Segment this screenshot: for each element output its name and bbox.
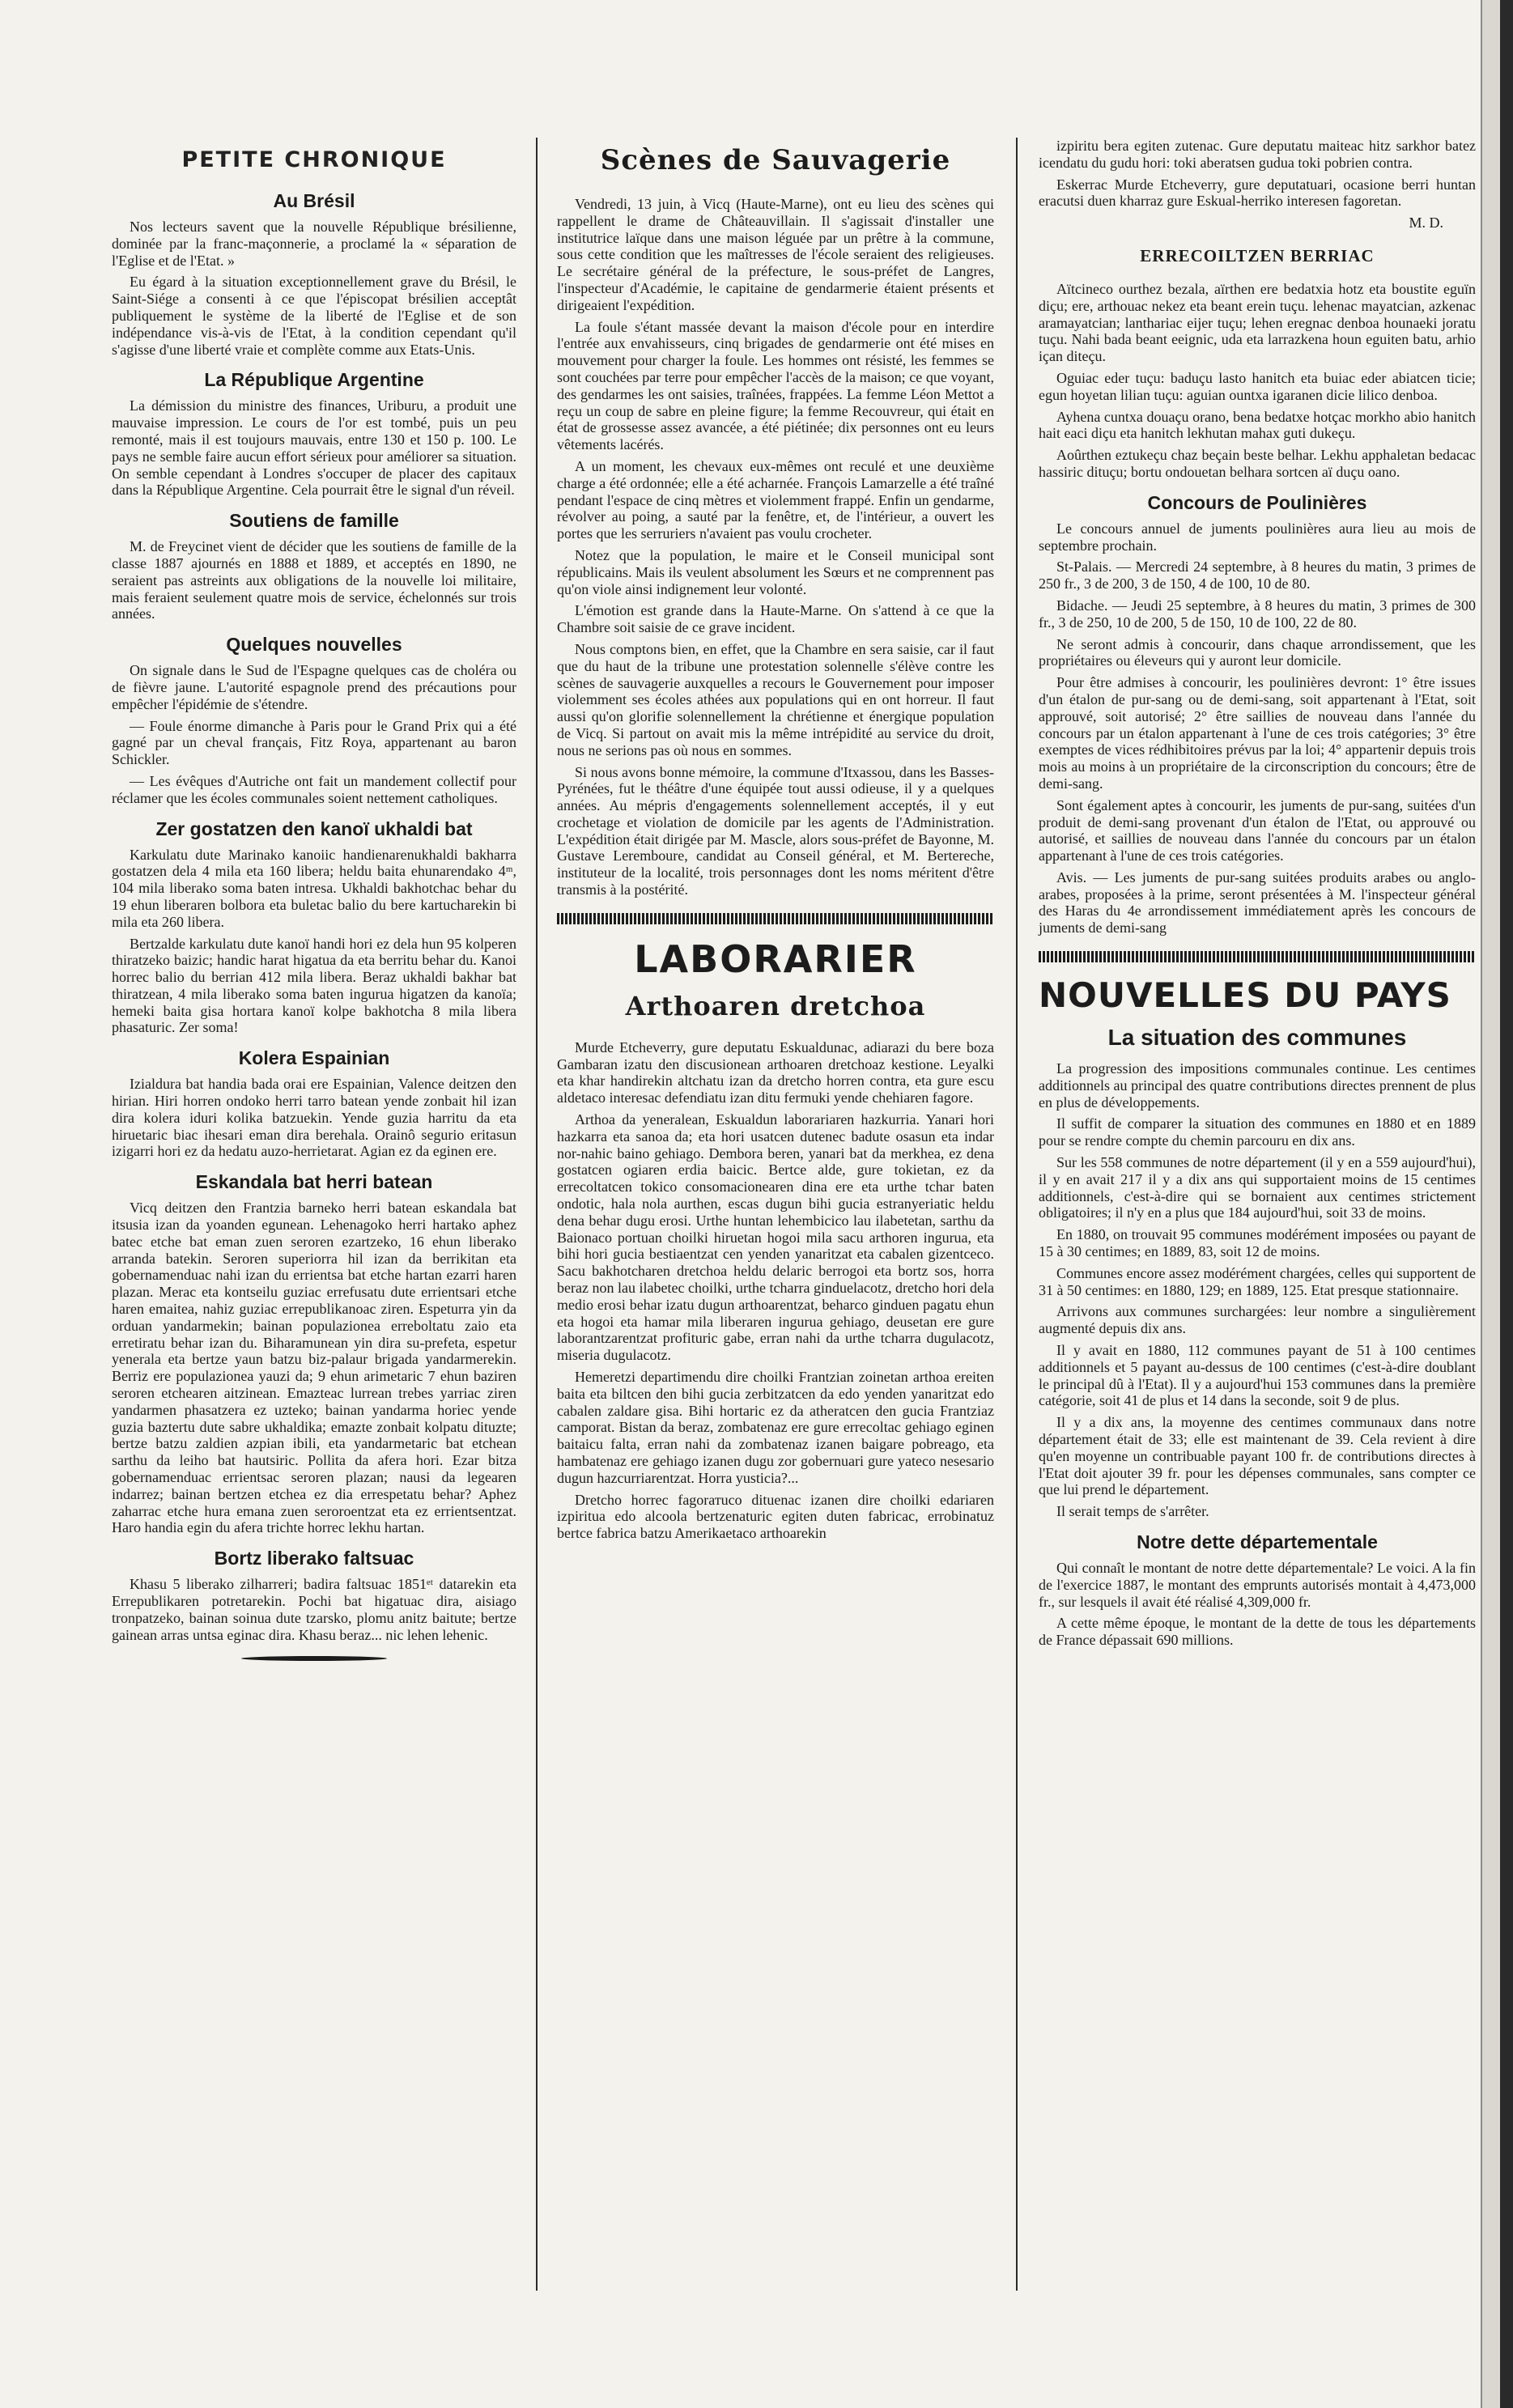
section-heading: Eskandala bat herri batean bbox=[195, 1171, 433, 1193]
paragraph: L'émotion est grande dans la Haute-Marne. On s'attend à ce que la Chambre soit saisie de ce grave incident. bbox=[557, 602, 994, 636]
section-heading: Kolera Espainian bbox=[238, 1047, 390, 1069]
paragraph: Notez que la population, le maire et le Conseil municipal sont républicains. Mais ils veulent absolument les Sœurs et ne comprennent pas qu'on viole ainsi indignement leur volonté. bbox=[557, 546, 994, 597]
concours-article bbox=[1039, 520, 1476, 936]
paragraph: Il serait temps de s'arrêter. bbox=[1056, 1503, 1209, 1520]
chronique-sections bbox=[112, 190, 516, 1643]
ornamental-divider bbox=[1039, 951, 1476, 962]
paragraph: St-Palais. — Mercredi 24 septembre, à 8 heures du matin, 3 primes de 250 fr., 3 de 200, 3 de 150, 4 de 100, 10 de 80. bbox=[1039, 558, 1476, 592]
errecoiltzen-header: ERRECOILTZEN BERRIAC bbox=[1140, 245, 1375, 265]
paragraph: Il y a dix ans, la moyenne des centimes communaux dans notre département était de 33; elle est maintenant de 39. Cela revient à dire qu'en moyenne un contribuable payant 100 fr. de contributions directes à l'Etat doit ajouter 39 fr. pour les dépenses communales, sans compter ce que lui prend le département. bbox=[1039, 1414, 1476, 1498]
paragraph: — Les évêques d'Autriche ont fait un mandement collectif pour réclamer que les écoles communales soient nettement catholiques. bbox=[112, 772, 516, 806]
paragraph: Vendredi, 13 juin, à Vicq (Haute-Marne), ont eu lieu des scènes qui rappellent le drame de Châteauvillain. Il s'agissait d'installer une institutrice laïque dans une maison léguée par un prêtre à la commune, sous cette condition que les maîtresses de l'école seraient des religieuses. Le secrétaire général de la préfecture, le sous-préfet de Langres, l'inspecteur d'Académie, le capitaine de gendarmerie étaient présents et dirigeaient l'expédition. bbox=[557, 196, 994, 313]
paragraph: Bidache. — Jeudi 25 septembre, à 8 heures du matin, 3 primes de 300 fr., 3 de 250, 10 de 200, 5 de 150, 10 de 100, 22 de 80. bbox=[1039, 597, 1476, 631]
paragraph: Bertzalde karkulatu dute kanoï handi hori ez dela hun 95 kolperen thiratzeko baizic; handic harat higatua da eta berritu behar du. Kanoi horrec balio du berrian 412 mila libera. Beraz ukhaldi bakhar bat thiratzean, 4 mila liberako soma baten ingurua higatzen da kanoïa; hemeki baita gisa hortara kanoï kolpe bakhotcha 8 mila libera phasaturic. Zer soma! bbox=[112, 935, 516, 1036]
paragraph: La démission du ministre des finances, Uriburu, a produit une mauvaise impression. Le cours de l'or est tombé, puis un peu remonté, mais il est toujours mauvais, entre 130 et 150 p. 100. Le pays ne semble faire aucun effort sérieux pour améliorer sa situation. On semble cependant à Londres s'occuper de placer des capitaux dans la République Argentine. Cela pourrait être le signal d'un réveil. bbox=[112, 397, 516, 499]
ornamental-divider bbox=[557, 913, 994, 924]
dette-article bbox=[1039, 1560, 1476, 1649]
paragraph: Vicq deitzen den Frantzia barneko herri batean eskandala bat itsusia izan da yoanden egunean. Lehenagoko herri hartako aphez batec etche bat eman zuen seroren ezartzeko, 16 ehun liberako arranda batekin. Seroren superiorra hil izan da berrikitan eta gobernamenduac nahi izan du errientsa bat etche hartan ezarri haren plazan. Merac eta kontseilu guziac errefusatu dute errientsari etche haren emaitea, nahiz guziac errepublikanoac ziren. Espeturra yin da orduan yandarmekin; bainan populazionea erreboltatu zaio eta erretiratu behar izan du. Biharamunean yin dira su-prefeta, espetur yenerala eta bertze yaun batzu biz-palaur brigada yandarmerekin. Berriz ere populazionea yauzi da; 9 ehun arimetaric 7 ehun baziren seroren etchearen aitzinean. Emazteac lurrean trebes yarriac ziren yandarmen phasatzera ez uzteko; bainan yandarma horiec yende guzia baztertu dute sabre ukhaldika; emazte zonbait kolpatu dituzte; bertze batzu zaldien azpian ibili, eta yandarmetaric bat etchean sarthu da leiho bat hautsiric. Pollita da afera hori. Ezar bitza gobernamenduac errientsac seroren plazan; nausi da legearen indarrez; bainan bertzen etchea ez dia errespetatu behar? Aphez zaharrac etche hura emana zuen seroroentzat eta ez errientsentzat. Haro handia egin du afera trichte horrec lekhu hartan. bbox=[112, 1200, 516, 1536]
paragraph: A cette même époque, le montant de la dette de tous les départements de France dépassait 690 millions. bbox=[1039, 1615, 1476, 1649]
paragraph: Communes encore assez modérément chargées, celles qui supportent de 31 à 50 centimes: en 1880, 129; en 1889, 125. Etat presque stationnaire. bbox=[1039, 1264, 1476, 1298]
paragraph: Arrivons aux communes surchargées: leur nombre a singulièrement augmenté depuis dix ans. bbox=[1039, 1303, 1476, 1337]
paragraph: Eu égard à la situation exceptionnellement grave du Brésil, le Saint-Siége a consenti à ce que l'épiscopat brésilien acceptât publiquement le système de la liberté de l'Eglise et de son indépendance vis-à-vis de l'Etat, à la condition cependant qu'il s'agisse d'une liberté vraie et complète comme aux Etats-Unis. bbox=[112, 274, 516, 358]
paragraph: La foule s'étant massée devant la maison d'école pour en interdire l'entrée aux envahisseurs, cinq brigades de gendarmerie ont été mises en mouvement pour charger la foule. Les hommes ont résisté, les femmes se sont couchées par terre pour empêcher l'accès de la maison; ce que voyant, des gendarmes les ont saisies, traînées, frappées. La femme Léon Mettot a reçu un coup de sabre en pleine figure; la femme Recouvreur, qui était en état de grossesse assez avancée, a été piétinée; dix personnes ont eu leurs vêtements lacérés. bbox=[557, 318, 994, 453]
paragraph: Nous comptons bien, en effet, que la Chambre en sera saisie, car il faut que du haut de la tribune une protestation solennelle s'élève contre les scènes de sauvagerie auxquelles a recours le Gouvernement pour imposer violemment ses écoles athées aux populations qui en ont horreur. Il faut aussi qu'on glorifie solennellement la chrétienne et énergique population de Vicq. Si partout on avait mis la même intrépidité au service du droit, nous ne serions pas où nous en sommes. bbox=[557, 640, 994, 758]
errecoiltzen-article bbox=[1039, 281, 1476, 481]
column-right bbox=[1039, 138, 1476, 1654]
paragraph: Il suffit de comparer la situation des communes en 1880 et en 1889 pour se rendre compte du chemin parcouru en dix ans. bbox=[1039, 1115, 1476, 1149]
paragraph: Izialdura bat handia bada orai ere Espainian, Valence deitzen den hirian. Hiri horren ondoko herri tarro batean yende zonbait hil izan dira kolera iduri kolika batzuekin. Yende guzia harritu da eta hiruetaric biac ihesari eman dira berehala. Orainô segurio eritasun izigarri hori ez da hedatu auzo-herrietarat. Agian ez da eginen ere. bbox=[112, 1076, 516, 1160]
paragraph: izpiritu bera egiten zutenac. Gure deputatu maiteac hitz sarkhor batez icendatu du gudu hori: toki aberatsen gudua toki pobrien contra. bbox=[1039, 138, 1476, 171]
paragraph: Pour être admises à concourir, les poulinières devront: 1° être issues d'un étalon de pur-sang ou de demi-sang, soit appartenant à l'Etat, soit approuvé, soit autorisé; 2° être saillies de nouveau dans l'année du concours par un étalon appartenant à l'une de ces trois catégories; 3° être exemptes de vices rédhibitoires prévus par la loi; 4° appartenir depuis trois mois au moins à un propriétaire de la circonscription du concours; être de demi-sang. bbox=[1039, 674, 1476, 792]
communes-article bbox=[1039, 1060, 1476, 1520]
paragraph: On signale dans le Sud de l'Espagne quelques cas de choléra ou de fièvre jaune. L'autorité espagnole prend des précautions pour empêcher l'épidémie de s'étendre. bbox=[112, 662, 516, 712]
laborarier-article bbox=[557, 1039, 994, 1542]
scenes-article bbox=[557, 196, 994, 898]
paragraph: — Foule énorme dimanche à Paris pour le Grand Prix qui a été gagné par un cheval français, Fitz Roya, appartenant au baron Schickler. bbox=[112, 717, 516, 768]
paragraph: La progression des impositions communales continue. Les centimes additionnels au principal des quatre contributions directes prennent de plus en plus de développements. bbox=[1039, 1060, 1476, 1111]
paragraph: Ne seront admis à concourir, dans chaque arrondissement, que les propriétaires ou éleveurs qui y auront leur domicile. bbox=[1039, 635, 1476, 669]
concours-header: Concours de Poulinières bbox=[1147, 491, 1367, 513]
laborarier-title: LABORARIER bbox=[634, 936, 917, 981]
paragraph: Khasu 5 liberako zilharreri; badira faltsuac 1851ᵉᵗ datarekin eta Errepublikaren potretarekin. Pochi bat higatuac dira, aisiago tronpatzeko, bainan soinua dute tzarsko, plomu anitz baitute; bertze gainean arras untsa eginac dira. Khasu beraz... nic lehen lehenic. bbox=[112, 1576, 516, 1643]
petite-chronique-header: PETITE CHRONIQUE bbox=[181, 147, 447, 172]
scenes-header: Scènes de Sauvagerie bbox=[600, 144, 951, 176]
paragraph: Sont également aptes à concourir, les juments de pur-sang, suitées d'un produit de demi-sang provenant d'un étalon de l'Etat, ou approuvé ou autorisé, et saillies de nouveau dans l'année du concours par un étalon appartenant à l'une de ces trois catégories. bbox=[1039, 796, 1476, 864]
paragraph: Qui connaît le montant de notre dette départementale? Le voici. A la fin de l'exercice 1887, le montant des emprunts autorisés montait à 4,473,000 fr., sur lesquels il avait été réalisé 4,309,000 fr. bbox=[1039, 1560, 1476, 1610]
end-ornament bbox=[241, 1656, 387, 1661]
communes-header: La situation des communes bbox=[1107, 1025, 1407, 1051]
paragraph: A un moment, les chevaux eux-mêmes ont reculé et une deuxième charge a été ordonnée; elle a été acharnée. François Lamarzelle a été traîné pendant l'espace de cinq mètres et violemment frappé. Enfin un gendarme, révolver au poing, a sauté par la fenêtre, et, de l'intérieur, a ouvert les portes que les serruriers n'avaient pas voulu crocheter. bbox=[557, 457, 994, 542]
paragraph: Eskerrac Murde Etcheverry, gure deputatuari, ocasione berri huntan eracutsi duen kharraz gure Eskual-herriko interesen fagoretan. bbox=[1039, 176, 1476, 210]
column-rule bbox=[536, 138, 538, 2291]
paragraph: M. de Freycinet vient de décider que les soutiens de famille de la classe 1887 ajournés en 1888 et 1889, et acceptés en 1890, ne seraient pas astreints aux obligations de la nouvelle loi militaire, mais feraient seulement quatre mois de service, échelonnés sur trois années. bbox=[112, 538, 516, 622]
section-heading: La République Argentine bbox=[204, 369, 424, 391]
paragraph: Nos lecteurs savent que la nouvelle République brésilienne, dominée par la franc-maçonnerie, a proclamé la « séparation de l'Eglise et de l'Etat. » bbox=[112, 219, 516, 269]
nouvelles-du-pays-title: NOUVELLES DU PAYS bbox=[1039, 975, 1451, 1016]
laborarier-subtitle: Arthoaren dretchoa bbox=[625, 990, 926, 1021]
paragraph: Aïtcineco ourthez bezala, aïrthen ere bedatxia hotz eta boustite eguïn diçu; ere, arthouac nekez eta beant erein tuçu. lehenac mayatcian, azkenac aramayatcian; lantharіac eijer tuçu; lehen eregnac denboa hounaeki joratu tuçu. Nahi bada beant eeignic, uda eta larrazkena houn eguiten batu, arhio içan diteçu. bbox=[1039, 280, 1476, 365]
paragraph: Ayhena cuntxa douaçu orano, bena bedatxe hotçac morkho abio hanitch hait eaci diçu eta hanitch lekhutan mahax guti dukeçu. bbox=[1039, 408, 1476, 442]
paragraph: Sur les 558 communes de notre département (il y en a 559 aujourd'hui), il y en avait 217 il y a dix ans qui supportaient moins de 15 centimes additionnels, c'est-à-dire qui se bornaient aux centimes strictement obligatoires; il n'y en a plus que 184 aujourd'hui, soit 33 de moins. bbox=[1039, 1154, 1476, 1221]
dette-header: Notre dette départementale bbox=[1137, 1531, 1378, 1552]
paragraph: Aoûrthen eztukeçu chaz beçain beste belhar. Lekhu apphaletan bedacac hassiric dituçu; bortu ondouetan belhara sortcen aï duçu oano. bbox=[1039, 447, 1476, 480]
paragraph: Le concours annuel de juments poulinières aura lieu au mois de septembre prochain. bbox=[1039, 520, 1476, 554]
column-scenes bbox=[557, 138, 994, 1547]
section-heading: Soutiens de famille bbox=[229, 510, 399, 532]
paragraph: Dretcho horrec fagorатuco dituenac izanen dire choilki edariaren izpiritua edo alcoola bertzenaturic egiten duten fabricac, errobinatuz bertce fabrica batzu Amerikаetaco arthoarekin bbox=[557, 1491, 994, 1542]
paragraph: Hemeretzi departimendu dire choilki Frantzian zoinetan arthoa ereiten baita eta biltcen den bihi gucia zerbitzatcen da edo yenden yanaritzat edo cabalen zaldare gisa. Bihi hortaric ez da atheratcen den gucia Frantziaz camporat. Bistan da beraz, zombatenaz ere gure errecoltac gehiago eginen baitaicu falta, erran nahi da zombatenaz izanen baigare pobreago, eta hambatenaz ere gehiago izanen dugu zor gobernuari gure yateco nesesario dugun hazcurriarentzat. Horra yusticia?... bbox=[557, 1369, 994, 1486]
paragraph: Il y avait en 1880, 112 communes payant de 51 à 100 centimes additionnels et 5 payant au-dessus de 100 centimes (c'est-à-dire doublant le principal dû à l'Etat). Il y a aujourd'hui 153 communes dans la première catégorie, soit 41 de plus et 14 dans la seconde, soit 9 de plus. bbox=[1039, 1342, 1476, 1409]
paragraph: Murde Etcheverry, gure deputatu Eskualdunac, adiarazi du bere boza Gambaran izatu den discusionean arthoaren dretchoaz kestione. Leyalki eta khar handirekin altchatu izan da dretcho horren contra, eta gure escu aldetaco interesac defendiatu izan ditu fermuki yende chehiaren fagore. bbox=[557, 1038, 994, 1106]
section-heading: Au Brésil bbox=[273, 190, 355, 211]
column-rule bbox=[1016, 138, 1018, 2291]
section-heading: Zer gostatzen den kanoï ukhaldi bat bbox=[155, 818, 473, 839]
section-heading: Bortz liberako faltsuac bbox=[214, 1548, 414, 1569]
column-petite-chronique bbox=[112, 138, 516, 1661]
scan-border bbox=[1500, 0, 1513, 2408]
laborarier-continuation bbox=[1039, 138, 1476, 210]
paragraph: En 1880, on trouvait 95 communes modérément imposées ou payant de 15 à 30 centimes; en 1889, 83, soit 12 de moins. bbox=[1039, 1226, 1476, 1260]
signature: M. D. bbox=[1409, 214, 1443, 231]
paragraph: Oguiac eder tuçu: baduçu lasto hanitch eta buiac eder abiatcen ticie; egun hoyetan lilian tuçu: aguian ountxa igaranen dicie lilico denboa. bbox=[1039, 369, 1476, 403]
section-heading: Quelques nouvelles bbox=[226, 634, 402, 656]
scan-edge bbox=[1481, 0, 1500, 2408]
paragraph: Si nous avons bonne mémoire, la commune d'Itxassou, dans les Basses-Pyrénées, fut le théâtre d'une équipée tout aussi odieuse, il y a quelques années. Au mépris d'engagements solennellement acceptés, il y eut crochetage et violation de domicile par les agents de l'Administration. L'expédition était dirigée par M. Mascle, alors sous-préfet de Bayonne, M. Gustave Lerembourе, candidat au Conseil général, et M. Bertereche, instituteur de la localité, trois personnages dont les noms méritent d'être transmis à la postérité. bbox=[557, 763, 994, 898]
paragraph: Arthoa da yeneralean, Eskualdun laborariaren hazkurria. Yanari hori hazkarra eta sanoa da; eta hori usatcen dutenec badute osasun eta indar nor-nahic baino gehiago. Dembora beren, yanari bat da merkhea, ez dena gostatcen ogiaren erdia baicic. Bertce alde, gure tokietan, ez da errecoltatcen tokico consomacionearen dina ere eta urthe tchar baten ondotic, hala nola aurthen, escas dugun bihi gucia estranyeriatic heldu dena behar dugu erosi. Urthe huntan lehembicico lau ilabetetan, sarthu da Baionaco portuan choilki hiruetan hogoi mila sacu arthoren ingurua, eta bihi hori gucia bestiaentzat cen yenden yanaritzat eta cabalen gizentceco. Sacu bakhotcharen dretchoa heldu delaric berrogoi eta bortz sos, horra beraz non lau ilabetec choilki, urthe tcharra ginduelacotz, dretcho hori dela medio erosi behar izatu dugun arthoarentzat, beharco ginduen pagatu ehun eta hogoi eta hamar mila liberaren ingurua gehiago, deusetan ere gure laborantzarentzat profituric gabe, erran nahi da urthe tcharra dugulacotz, miseria dugulacotz. bbox=[557, 1111, 994, 1364]
paragraph: Karkulatu dute Marinako kanoiic handienarenukhaldi bakharra gostatzen dela 4 mila eta 160 libera; heldu baita ehunarendako 4ᵐ, 104 mila liberako soma baten intresa. Ukhaldi bakhotchac behar du 19 ehun liberaren bolbora eta buletac balio du bere kartucharekin bi mila eta 260 libera. bbox=[112, 846, 516, 930]
paragraph: Avis. — Les juments de pur-sang suitées produits arabes ou anglo-arabes, proposées à la prime, seront présentées à M. l'inspecteur général des Haras du 4e arrondissement immédiatement après les concours de juments de demi-sang bbox=[1039, 868, 1476, 936]
